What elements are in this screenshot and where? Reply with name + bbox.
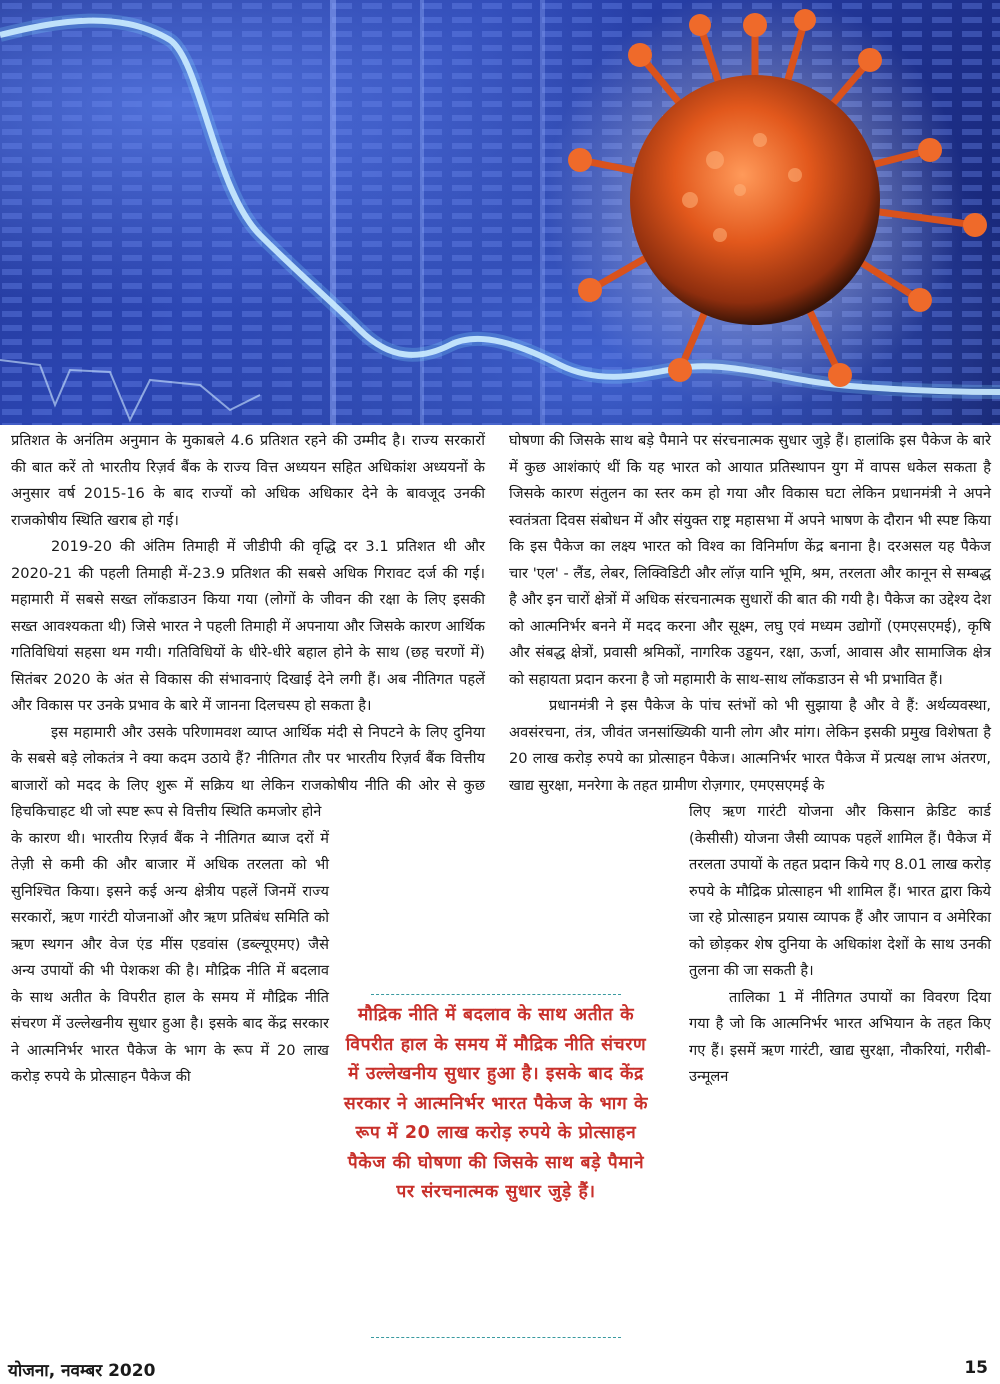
hero-illustration (0, 0, 1000, 425)
publication-name: योजना, नवम्बर 2020 (8, 1361, 156, 1381)
paragraph: प्रधानमंत्री ने इस पैकेज के पांच स्तंभों को भी सुझाया है और वे हैं: अर्थव्यवस्था, अवसंरचना, तंत्र, जीवंत जनसांख्यिकी यानी लोग और मांग। लेकिन इसकी प्रमुख विशेषता है 20 लाख करोड़ रुपये का प्रोत्साहन पैकेज। आत्मनिर्भर भारत पैकेज में प्रत्यक्ष लाभ अंतरण, खाद्य सुरक्षा, मनरेगा के तहत ग्रामीण रोज़गार, एमएसएमई के (509, 697, 991, 794)
page-number: 15 (964, 1358, 988, 1378)
pull-quote (337, 974, 655, 1342)
paragraph: 2019-20 की अंतिम तिमाही में जीडीपी की वृद्धि दर 3.1 प्रतिशत थी और 2020-21 की पहली तिमाही में-23.9 प्रतिशत की सबसे अधिक गिरावट दर्ज की गई। महामारी में सबसे सख्त लॉकडाउन किया गया (लोगों के जीवन की रक्षा के लिए इसकी सख्त आवश्यकता थी) जिसे भारत ने पहली तिमाही में अपनाया और जिसके कारण आर्थिक गतिविधियां सहसा थम गयी। गतिविधियों के धीरे-धीरे बहाल होने के साथ (छह चरणों में) सितंबर 2020 के अंत से विकास की संभावनाएं दिखाई देने लगी हैं। अब नीतिगत पहलें और विकास पर उनके प्रभाव के बारे में जानना दिलचस्प हो सकता है। (11, 538, 485, 714)
paragraph: लिए ऋण गारंटी योजना और किसान क्रेडिट कार्ड (केसीसी) योजना जैसी व्यापक पहलें शामिल हैं। पैकेज में तरलता उपायों के तहत प्रदान किये गए 8.01 लाख करोड़ रुपये के मौद्रिक प्रोत्साहन भी शामिल हैं। भारत द्वारा किये जा रहे प्रोत्साहन प्रयास व्यापक हैं और जापान व अमेरिका को छोड़कर शेष दुनिया के अधिकांश देशों के साथ उनकी तुलना की जा सकती है। (689, 803, 991, 979)
paragraph: प्रतिशत के अनंतिम अनुमान के मुकाबले 4.6 प्रतिशत रहने की उम्मीद है। राज्य सरकारों की बात करें तो भारतीय रिज़र्व बैंक के राज्य वित्त अध्ययन सहित अधिकांश अध्ययनों के अनुसार वर्ष 2015-16 के बाद राज्यों को अधिक अधिकार देने के बावजूद उनकी राजकोषीय स्थिति खराब हो गई। (11, 432, 485, 529)
paragraph: इस महामारी और उसके परिणामवश व्याप्त आर्थिक मंदी से निपटने के लिए दुनिया के सबसे बड़े लोकतंत्र ने क्या कदम उठाये हैं? नीतिगत तौर पर भारतीय रिज़र्व बैंक वित्तीय बाजारों को मदद के लिए शुरू में सक्रिय था लेकिन राजकोषीय नीति की ओर से कुछ हिचकिचाहट थी जो स्पष्ट रूप से वित्तीय स्थिति कमजोर होने (11, 723, 485, 820)
virus-market-chart-graphic (0, 0, 1000, 425)
paragraph: के कारण थी। भारतीय रिज़र्व बैंक ने नीतिगत ब्याज दरों में तेज़ी से कमी की और बाजार में अधिक तरलता को भी सुनिश्चित किया। इसने कई अन्य क्षेत्रीय पहलें जिनमें राज्य सरकारों, ऋण गारंटी योजनाओं और ऋण प्रतिबंध समिति को ऋण स्थगन और वेज एंड मींस एडवांस (डब्ल्यूएमए) जैसे अन्य उपायों की भी पेशकश की है। मौद्रिक नीति में बदलाव के साथ अतीत के विपरीत हाल के समय में मौद्रिक नीति संचरण में उल्लेखनीय सुधार हुआ है। इसके बाद केंद्र सरकार ने आत्मनिर्भर भारत पैकेज के भाग के रूप में 20 लाख करोड़ रुपये के प्रोत्साहन पैकेज की (11, 829, 329, 1085)
paragraph: घोषणा की जिसके साथ बड़े पैमाने पर संरचनात्मक सुधार जुड़े हैं। हालांकि इस पैकेज के बारे में कुछ आशंकाएं थीं कि यह भारत को आयात प्रतिस्थापन युग में वापस धकेल सकता है जिसके कारण संतुलन का स्तर कम हो गया और विकास घटा लेकिन प्रधानमंत्री ने अपने स्वतंत्रता दिवस संबोधन में और संयुक्त राष्ट्र महासभा में अपने भाषण के दौरान भी स्पष्ट किया कि इस पैकेज का लक्ष्य भारत को विश्व का विनिर्माण केंद्र बनाना है। दरअसल यह पैकेज चार 'एल' - लैंड, लेबर, लिक्विडिटी और लॉज़ यानि भूमि, श्रम, तरलता और कानून से सम्बद्ध है और इन चारों क्षेत्रों में अधिक संरचनात्मक सुधारों की बात की गयी है। पैकेज का उद्देश्य देश को आत्मनिर्भर बनने में मदद करना और सूक्ष्म, लघु एवं मध्यम उद्योगों (एमएसएमई), कृषि और संबद्ध क्षेत्रों, प्रवासी श्रमिकों, नागरिक उड्डयन, रक्षा, ऊर्जा, आवास और सामाजिक क्षेत्र को सहायता प्रदान करना है जो महामारी के साथ-साथ लॉकडाउन से भी प्रभावित हैं। (509, 432, 991, 688)
divider (371, 1337, 621, 1338)
page-footer (0, 1352, 1000, 1384)
pull-quote-text: मौद्रिक नीति में बदलाव के साथ अतीत के विपरीत हाल के समय में मौद्रिक नीति संचरण में उल्लेखनीय सुधार हुआ है। इसके बाद केंद्र सरकार ने आत्मनिर्भर भारत पैकेज के भाग के रूप में 20 लाख करोड़ रुपये के प्रोत्साहन पैकेज की घोषणा की जिसके साथ बड़े पैमाने पर संरचनात्मक सुधार जुड़े हैं। (343, 1005, 649, 1202)
paragraph: तालिका 1 में नीतिगत उपायों का विवरण दिया गया है जो कि आत्मनिर्भर भारत अभियान के तहत किए गए हैं। इसमें ऋण गारंटी, खाद्य सुरक्षा, नौकरियां, गरीबी-उन्मूलन (689, 988, 991, 1085)
